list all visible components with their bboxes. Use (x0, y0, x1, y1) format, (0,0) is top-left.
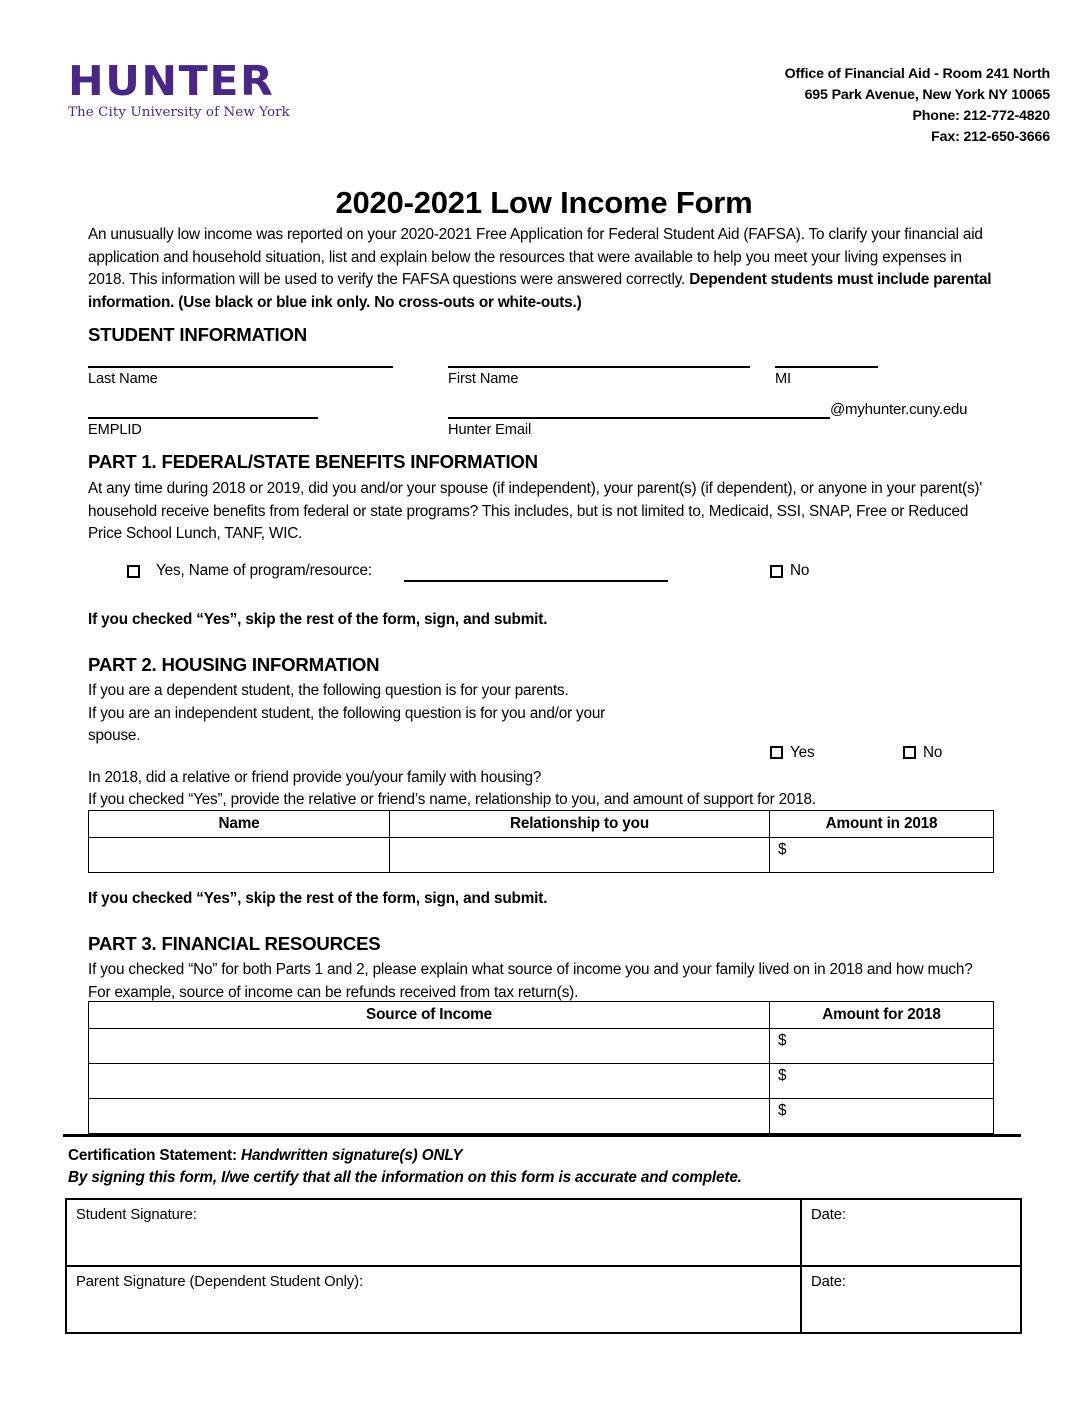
part2-independent-line: If you are an independent student, the following question is for you and/or your (88, 705, 606, 722)
emplid-label: EMPLID (88, 422, 142, 438)
housing-col-name: Name (89, 811, 390, 838)
signature-table (65, 1198, 1022, 1334)
housing-col-amount: Amount in 2018 (770, 811, 994, 838)
part2-instruction: If you checked “Yes”, provide the relative or friend’s name, relationship to you, and amount of support for 2018. (88, 791, 816, 808)
parent-date-cell[interactable]: Date: (801, 1266, 1021, 1333)
income-cell-amount-2[interactable] (770, 1064, 994, 1099)
first-name-input-line[interactable] (448, 366, 750, 368)
part2-dependent-line: If you are a dependent student, the following question is for your parents. (88, 682, 569, 699)
table-row (89, 1064, 994, 1099)
last-name-input-line[interactable] (88, 366, 393, 368)
contact-line-fax: Fax: 212-650-3666 (931, 129, 1050, 145)
housing-cell-relationship[interactable] (390, 838, 770, 873)
dollar-sign: $ (778, 1032, 787, 1049)
hunter-email-label: Hunter Email (448, 422, 532, 438)
table-header-row (89, 811, 994, 838)
housing-support-table (88, 810, 994, 873)
certification-attestation: By signing this form, I/we certify that all the information on this form is accurate and complete. (68, 1169, 742, 1186)
contact-line-phone: Phone: 212-772-4820 (912, 108, 1050, 124)
part2-question: In 2018, did a relative or friend provide you/your family with housing? (88, 769, 542, 786)
part2-heading: PART 2. HOUSING INFORMATION (88, 654, 380, 675)
certification-divider (63, 1134, 1021, 1137)
dollar-sign: $ (778, 1102, 787, 1119)
income-cell-source-2[interactable] (89, 1064, 770, 1099)
mi-input-line[interactable] (775, 366, 878, 368)
table-row (66, 1199, 1021, 1266)
part1-question: At any time during 2018 or 2019, did you and/or your spouse (if independent), your parent(s) (if dependent), or anyone in your parent(s)' household receive benefits from federal or state programs? This includes, but is not limited to, Medicaid, SSI, SNAP, Free or Reduced Price School Lunch, TANF, WIC. (88, 480, 983, 543)
income-col-source: Source of Income (89, 1002, 770, 1029)
housing-cell-amount[interactable] (770, 838, 994, 873)
part1-no-checkbox[interactable] (770, 565, 783, 578)
part2-spouse-line: spouse. (88, 727, 141, 744)
intro-paragraph (88, 224, 998, 314)
intro-text-regular: An unusually low income was reported on your 2020-2021 Free Application for Federal Student Aid (FAFSA). To clarify your financial aid application and household situation, list and explain below the resources that were available to help you meet your living expenses in 2018. This information will be used to verify the FAFSA questions were answered correctly. (88, 226, 983, 289)
income-cell-source-1[interactable] (89, 1029, 770, 1064)
student-signature-cell[interactable]: Student Signature: (66, 1199, 801, 1266)
contact-line-address: 695 Park Avenue, New York NY 10065 (804, 87, 1050, 103)
part2-skip-note: If you checked “Yes”, skip the rest of the form, sign, and submit. (88, 890, 548, 907)
office-contact-block (785, 64, 1050, 148)
table-header-row (89, 1002, 994, 1029)
intro-text-bold: Dependent students must include parental information. (Use black or blue ink only. No cross-outs or white-outs.) (88, 271, 992, 311)
part2-yes-label: Yes (790, 744, 815, 761)
financial-resources-table (88, 1001, 994, 1134)
income-cell-source-3[interactable] (89, 1099, 770, 1134)
part1-yes-checkbox[interactable] (127, 565, 140, 578)
income-cell-amount-1[interactable] (770, 1029, 994, 1064)
part2-yes-checkbox[interactable] (770, 746, 783, 759)
dollar-sign: $ (778, 1067, 787, 1084)
student-information-heading: STUDENT INFORMATION (88, 324, 307, 345)
parent-signature-cell[interactable]: Parent Signature (Dependent Student Only): (66, 1266, 801, 1333)
contact-line-office: Office of Financial Aid - Room 241 North (784, 66, 1050, 82)
part2-no-checkbox[interactable] (903, 746, 916, 759)
mi-label: MI (775, 371, 792, 387)
student-date-cell[interactable]: Date: (801, 1199, 1021, 1266)
part3-heading: PART 3. FINANCIAL RESOURCES (88, 933, 381, 954)
table-row (66, 1266, 1021, 1333)
certification-emphasis: Handwritten signature(s) ONLY (241, 1147, 463, 1164)
part1-heading: PART 1. FEDERAL/STATE BENEFITS INFORMATION (88, 451, 538, 472)
part1-yes-label: Yes, Name of program/resource: (156, 562, 372, 579)
part2-no-label: No (923, 744, 943, 761)
certification-label: Certification Statement: (68, 1147, 242, 1164)
email-domain-suffix: @myhunter.cuny.edu (830, 401, 968, 418)
part1-skip-note: If you checked “Yes”, skip the rest of the form, sign, and submit. (88, 611, 548, 628)
housing-col-relationship: Relationship to you (390, 811, 770, 838)
page-title: 2020-2021 Low Income Form (335, 185, 753, 220)
first-name-label: First Name (448, 371, 519, 387)
table-row (89, 1099, 994, 1134)
part3-instruction: If you checked “No” for both Parts 1 and 2, please explain what source of income you and your family lived on in 2018 and how much? For example, source of income can be refunds received from tax return(s). (88, 961, 973, 1001)
dollar-sign: $ (778, 841, 787, 858)
certification-statement-line (68, 1147, 462, 1165)
hunter-email-input-line[interactable] (448, 417, 830, 419)
income-col-amount: Amount for 2018 (770, 1002, 994, 1029)
hunter-logo-wordmark: HUNTER (68, 57, 275, 105)
hunter-logo (68, 57, 290, 120)
part1-program-name-input-line[interactable] (404, 580, 668, 582)
table-row (89, 1029, 994, 1064)
housing-cell-name[interactable] (89, 838, 390, 873)
emplid-input-line[interactable] (88, 417, 318, 419)
table-row (89, 838, 994, 873)
income-cell-amount-3[interactable] (770, 1099, 994, 1134)
last-name-label: Last Name (88, 371, 158, 387)
hunter-logo-subtitle: The City University of New York (68, 104, 290, 120)
part1-no-label: No (790, 562, 810, 579)
